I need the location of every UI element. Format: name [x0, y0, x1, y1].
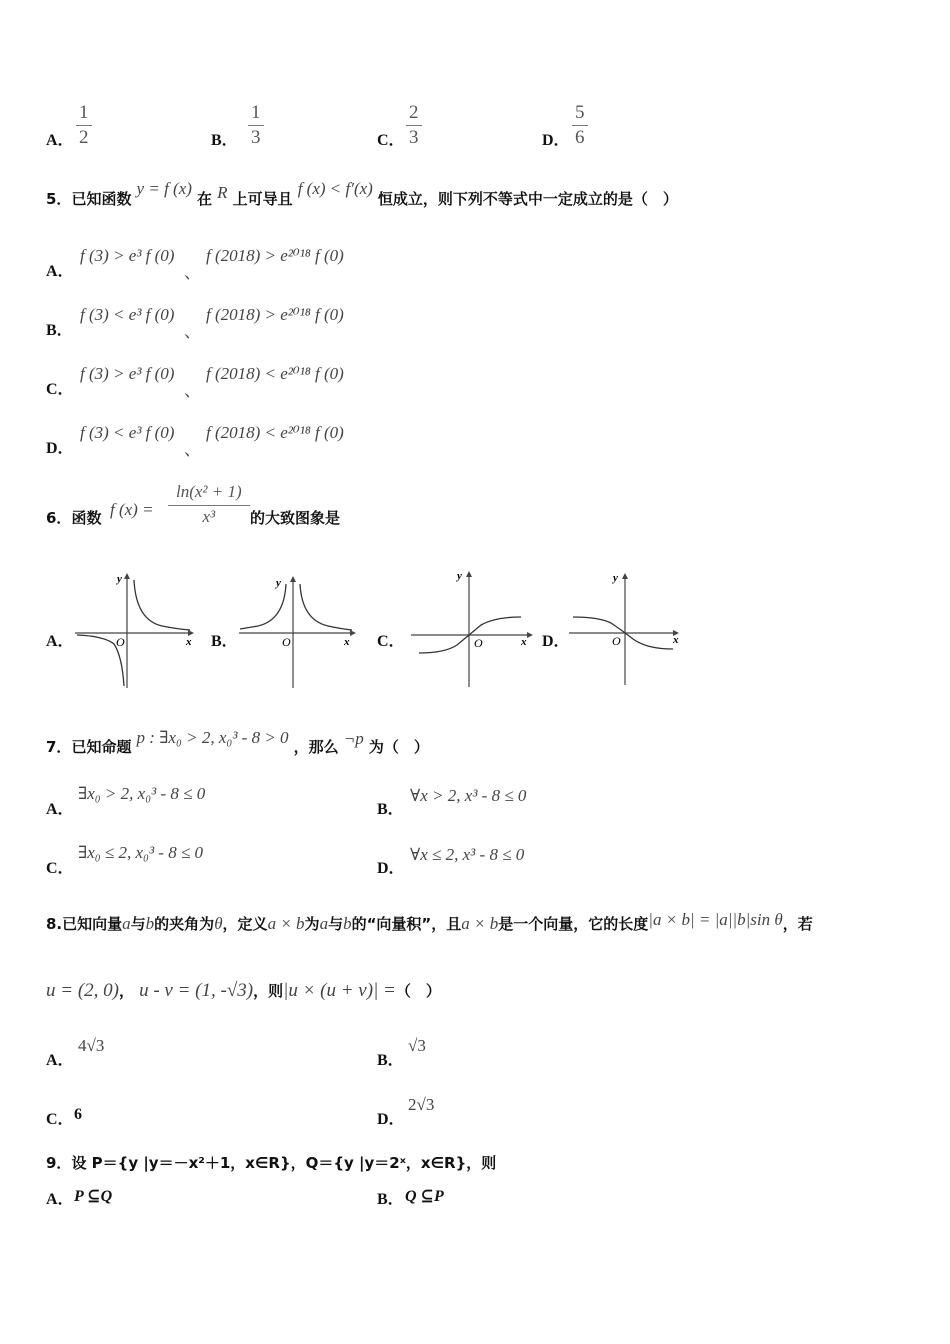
q6-option-b-label: B．	[211, 633, 238, 650]
q8-option-d-label: D．	[377, 1111, 405, 1128]
q5-option-a-expr2: f (2018) > e²⁰¹⁸ f (0)	[206, 246, 344, 265]
q8-option-b-value: √3	[408, 1036, 426, 1055]
q5-stem: 5．已知函数 y = f (x) 在 R 上可导且 f (x) < f′(x) 恒成立，则下列不等式中一定成立的是（ ）	[46, 179, 678, 208]
graph-b-curve-right	[300, 584, 352, 630]
graph-b-origin-label: O	[282, 635, 291, 649]
q5-option-b-expr1: f (3) < e³ f (0)	[80, 305, 175, 324]
q9-option-a-value: P ⊆Q	[74, 1188, 113, 1205]
q8-stem-line2: u = (2, 0)， u - v = (1, -√3)，则|u × (u + v)| =（ ）	[46, 980, 441, 1001]
q5-option-b-sep: 、	[184, 322, 201, 341]
q7-option-d-expr: ∀x ≤ 2, x³ - 8 ≤ 0	[410, 845, 525, 864]
q7-option-d-label: D．	[377, 860, 405, 877]
q8-option-c-label: C．	[46, 1111, 74, 1128]
graph-c-y-label: y	[457, 570, 462, 582]
q5-option-c-expr2: f (2018) < e²⁰¹⁸ f (0)	[206, 364, 344, 383]
q7-option-b-label: B．	[377, 801, 404, 818]
q4-option-b-value: $\frac{1}{3}$	[248, 102, 264, 149]
graph-a-curve-right	[134, 580, 190, 630]
q6-option-c-label: C．	[377, 633, 405, 650]
q8-option-a-label: A．	[46, 1052, 74, 1069]
q8-option-d-value: 2√3	[408, 1095, 435, 1114]
graph-b-curve-left	[240, 584, 286, 629]
q5-option-a-sep: 、	[184, 263, 201, 282]
q7-option-a-expr: ∃x₀ > 2, x₀³ - 8 ≤ 0	[78, 784, 206, 803]
q4-option-c-label: C．	[377, 132, 405, 149]
graph-c-origin-label: O	[474, 636, 483, 650]
graph-a-origin-label: O	[116, 635, 125, 649]
q7-option-c-expr: ∃x₀ ≤ 2, x₀³ - 8 ≤ 0	[78, 843, 204, 862]
graph-c-y-arrow	[466, 571, 472, 577]
graph-b-x-arrow	[350, 630, 356, 636]
q9-option-b-label: B．	[377, 1191, 404, 1208]
graph-d-origin-label: O	[612, 634, 621, 648]
q8-option-a-value: 4√3	[78, 1036, 105, 1055]
graph-b-y-label: y	[276, 577, 281, 589]
q4-option-a-label: A．	[46, 132, 74, 149]
q8-option-b-label: B．	[377, 1052, 404, 1069]
q5-option-d-expr2: f (2018) < e²⁰¹⁸ f (0)	[206, 423, 344, 442]
graph-a-y-label: y	[117, 573, 122, 585]
q6-graph-b	[236, 570, 361, 690]
q5-option-c-sep: 、	[184, 381, 201, 400]
q6-option-a-label: A．	[46, 633, 74, 650]
graph-c-x-label: x	[521, 636, 527, 648]
q6-graph-a	[72, 570, 197, 690]
q7-option-b-expr: ∀x > 2, x³ - 8 ≤ 0	[410, 786, 527, 805]
q8-option-c-value: 6	[74, 1106, 82, 1123]
q5-option-d-label: D．	[46, 440, 74, 457]
q5-option-a-expr1: f (3) > e³ f (0)	[80, 246, 175, 265]
q9-option-a-label: A．	[46, 1191, 74, 1208]
q5-option-d-sep: 、	[184, 440, 201, 459]
q5-option-b-expr2: f (2018) > e²⁰¹⁸ f (0)	[206, 305, 344, 324]
q4-option-b-label: B．	[211, 132, 238, 149]
q9-stem: 9．设 P＝{y |y＝－x²＋1，x∈R}，Q＝{y |y＝2ˣ，x∈R}，则	[46, 1154, 497, 1172]
graph-d-y-label: y	[613, 572, 618, 584]
q5-option-c-expr1: f (3) > e³ f (0)	[80, 364, 175, 383]
graph-d-x-label: x	[673, 634, 679, 646]
q5-option-d-expr1: f (3) < e³ f (0)	[80, 423, 175, 442]
q6-function-lhs: f (x) =	[110, 500, 154, 519]
q6-stem-prefix: 6．函数	[46, 509, 102, 527]
q7-option-a-label: A．	[46, 801, 74, 818]
q5-option-b-label: B．	[46, 322, 73, 339]
q5-option-a-label: A．	[46, 263, 74, 280]
graph-a-x-label: x	[186, 636, 192, 648]
q9-option-b-value: Q ⊆P	[405, 1188, 444, 1205]
q8-stem-line1: 8.已知向量a与b的夹角为θ，定义a × b为a与b的“向量积”，且a × b是一个向量，它的长度|a × b| = |a||b|sin θ，若	[46, 910, 813, 933]
q6-function-fraction: $\frac{\text{ln(x² + 1)}}{\text{x³}}$	[168, 482, 250, 526]
q6-graph-c	[405, 565, 535, 690]
q4-option-d-value: $\frac{5}{6}$	[572, 102, 588, 149]
graph-d-y-arrow	[622, 573, 628, 579]
q4-option-a-value: $\frac{1}{2}$	[76, 102, 92, 149]
q4-option-d-label: D．	[542, 132, 570, 149]
q6-option-d-label: D．	[542, 633, 570, 650]
q6-graph-d	[565, 567, 690, 689]
graph-c-x-arrow	[527, 632, 533, 638]
q7-option-c-label: C．	[46, 860, 74, 877]
q5-option-c-label: C．	[46, 381, 74, 398]
graph-b-x-label: x	[344, 636, 350, 648]
graph-b-y-arrow	[290, 576, 296, 582]
q7-stem: 7．已知命题 p : ∃x₀ > 2, x₀³ - 8 > 0 ，那么 ¬p 为（ ）	[46, 728, 429, 756]
q4-option-c-value: $\frac{2}{3}$	[406, 102, 422, 149]
graph-a-y-arrow	[124, 573, 130, 579]
q6-stem-suffix: 的大致图象是	[250, 509, 341, 527]
